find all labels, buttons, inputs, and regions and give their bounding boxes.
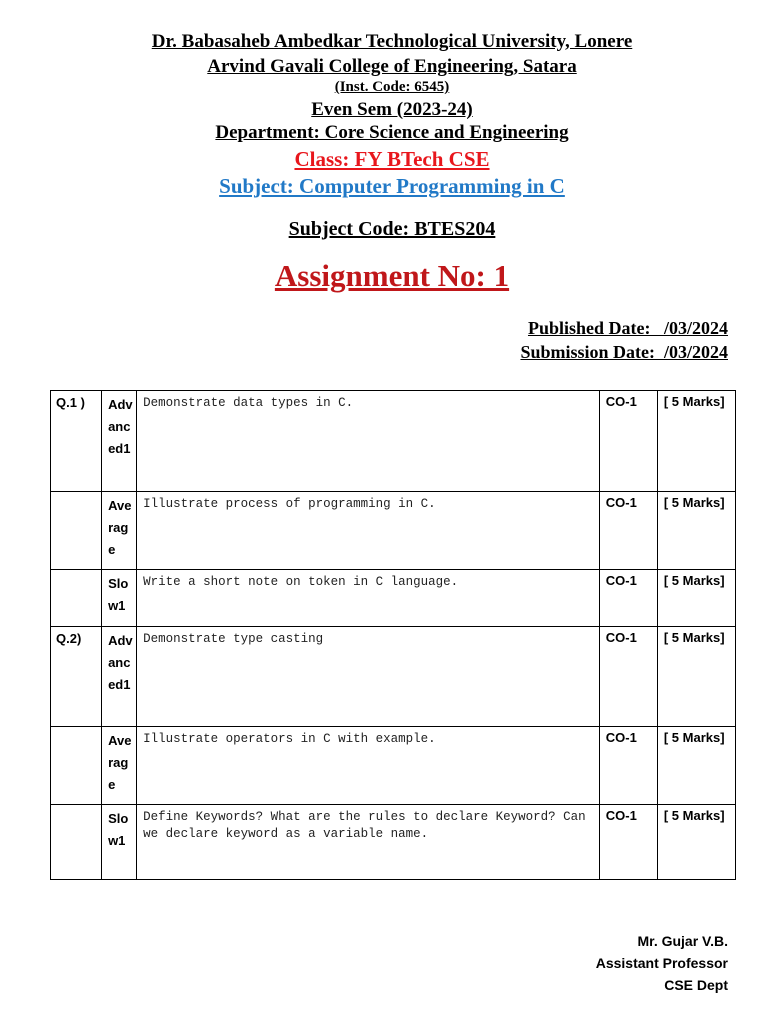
signatory-name: Mr. Gujar V.B.	[637, 933, 728, 949]
subject-code: Subject Code: BTES204	[288, 218, 496, 240]
question-text: Define Keywords? What are the rules to declare Keyword? Can we declare keyword as a variable name.	[143, 810, 586, 841]
course-outcome: CO-1	[605, 808, 637, 823]
course-outcome-cell	[599, 391, 657, 492]
table-row	[51, 492, 736, 570]
question-text: Demonstrate data types in C.	[143, 396, 354, 410]
question-number-cell	[51, 627, 102, 727]
question-number-cell	[51, 391, 102, 492]
course-outcome-cell	[599, 570, 657, 627]
question-number	[51, 570, 101, 574]
marks: [ 5 Marks]	[663, 808, 725, 823]
institute-code: (Inst. Code: 6545)	[334, 79, 450, 95]
marks-cell	[657, 805, 735, 880]
marks: [ 5 Marks]	[663, 573, 725, 588]
department: Department: Core Science and Engineering	[215, 122, 569, 143]
marks-cell	[657, 627, 735, 727]
question-table	[50, 390, 736, 880]
course-outcome-cell	[599, 727, 657, 805]
table-row	[51, 727, 736, 805]
marks: [ 5 Marks]	[663, 730, 725, 745]
question-text: Illustrate process of programming in C.	[143, 497, 436, 511]
class-label: Class: FY BTech CSE	[294, 147, 490, 171]
published-date: Published Date: /03/2024	[527, 318, 728, 338]
marks-cell	[657, 391, 735, 492]
level-cell	[102, 492, 137, 570]
submission-date: Submission Date: /03/2024	[520, 342, 728, 362]
question-text-cell	[137, 727, 600, 805]
question-number: Q.2)	[56, 631, 82, 646]
course-outcome: CO-1	[605, 495, 637, 510]
question-number: Q.1 )	[56, 395, 85, 410]
question-number-cell	[51, 492, 102, 570]
marks-cell	[657, 570, 735, 627]
question-number	[51, 492, 101, 496]
question-number	[51, 727, 101, 731]
course-outcome-cell	[599, 627, 657, 727]
course-outcome-cell	[599, 805, 657, 880]
table-row	[51, 627, 736, 727]
table-row	[51, 570, 736, 627]
subject-label: Subject: Computer Programming in C	[219, 174, 565, 198]
table-row	[51, 391, 736, 492]
question-text-cell	[137, 805, 600, 880]
question-text-cell	[137, 391, 600, 492]
marks-cell	[657, 492, 735, 570]
question-text-cell	[137, 570, 600, 627]
question-number-cell	[51, 570, 102, 627]
university-name: Dr. Babasaheb Ambedkar Technological University, Lonere	[151, 31, 633, 52]
course-outcome-cell	[599, 492, 657, 570]
marks: [ 5 Marks]	[663, 394, 725, 409]
semester: Even Sem (2023-24)	[311, 99, 473, 120]
level-cell	[102, 627, 137, 727]
marks-cell	[657, 727, 735, 805]
difficulty-level: Advanced1	[108, 397, 133, 456]
course-outcome: CO-1	[605, 730, 637, 745]
difficulty-level: Average	[108, 733, 132, 792]
level-cell	[102, 727, 137, 805]
marks: [ 5 Marks]	[663, 495, 725, 510]
marks: [ 5 Marks]	[663, 630, 725, 645]
question-text: Demonstrate type casting	[143, 632, 324, 646]
difficulty-level: Slow1	[108, 576, 129, 613]
question-number	[51, 805, 101, 809]
course-outcome: CO-1	[605, 630, 637, 645]
difficulty-level: Advanced1	[108, 633, 133, 692]
assignment-title: Assignment No: 1	[274, 258, 510, 293]
signatory-department: CSE Dept	[664, 977, 728, 993]
question-text-cell	[137, 492, 600, 570]
difficulty-level: Slow1	[108, 811, 129, 848]
difficulty-level: Average	[108, 498, 132, 557]
level-cell	[102, 570, 137, 627]
question-text-cell	[137, 627, 600, 727]
question-number-cell	[51, 727, 102, 805]
course-outcome: CO-1	[605, 394, 637, 409]
question-text: Write a short note on token in C language.	[143, 575, 459, 589]
college-name: Arvind Gavali College of Engineering, Satara	[207, 56, 577, 77]
level-cell	[102, 391, 137, 492]
question-number-cell	[51, 805, 102, 880]
signatory-designation: Assistant Professor	[595, 955, 728, 971]
level-cell	[102, 805, 137, 880]
table-row	[51, 805, 736, 880]
course-outcome: CO-1	[605, 573, 637, 588]
question-text: Illustrate operators in C with example.	[143, 732, 436, 746]
